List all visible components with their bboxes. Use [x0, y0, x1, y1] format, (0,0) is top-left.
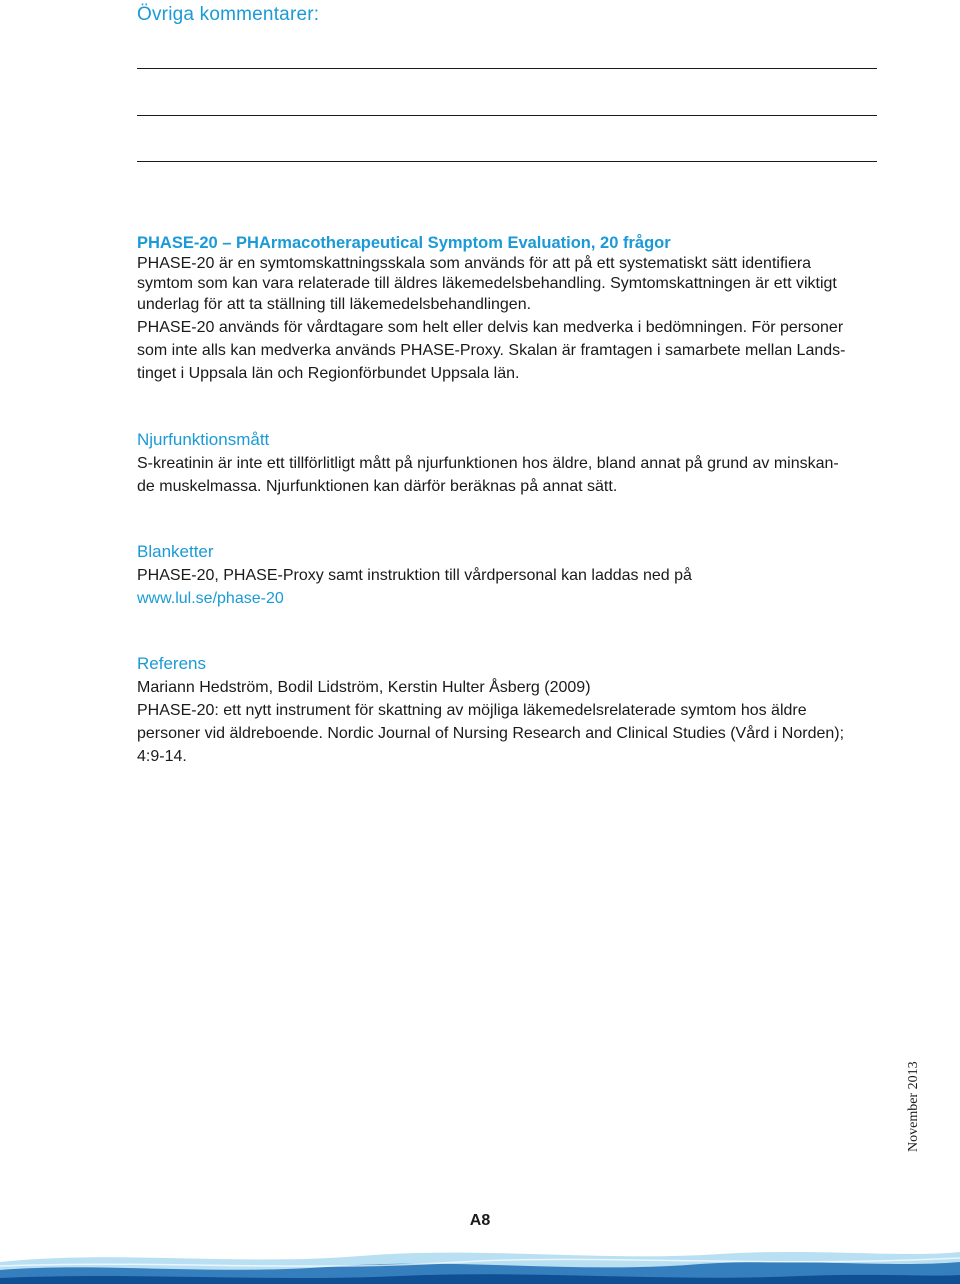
- phase-line-2: symtom som kan vara relaterade till äldres läkemedelsbehandling. Symtomskattningen är ett viktigt: [137, 274, 837, 292]
- referens-line-3: personer vid äldreboende. Nordic Journal of Nursing Research and Clinical Studies (Vård i Norden);: [137, 725, 845, 742]
- blanketter-section: [137, 540, 882, 610]
- comments-title: Övriga kommentarer:: [137, 4, 320, 25]
- decorative-wave: [0, 1232, 960, 1284]
- blanketter-heading: Blanketter: [137, 542, 214, 561]
- blanketter-line-1: PHASE-20, PHASE-Proxy samt instruktion till vårdpersonal kan laddas ned på: [137, 567, 692, 584]
- blanketter-link[interactable]: www.lul.se/phase-20: [137, 590, 284, 607]
- comment-line-3[interactable]: [137, 161, 877, 162]
- phase-line-6: tinget i Uppsala län och Regionförbundet Uppsala län.: [137, 365, 520, 382]
- phase-line-4: PHASE-20 används för vårdtagare som helt eller delvis kan medverka i bedömningen. För personer: [137, 319, 844, 336]
- njur-heading: Njurfunktionsmått: [137, 430, 270, 449]
- referens-section: [137, 652, 882, 768]
- njur-section: [137, 428, 882, 498]
- referens-line-2: PHASE-20: ett nytt instrument för skattning av möjliga läkemedelsrelaterade symtom hos äldre: [137, 702, 807, 719]
- side-date: November 2013: [906, 1061, 921, 1152]
- referens-heading: Referens: [137, 654, 206, 673]
- njur-line-1: S-kreatinin är inte ett tillförlitligt mått på njurfunktionen hos äldre, bland annat på grund av minskan-: [137, 455, 839, 472]
- comment-line-2[interactable]: [137, 115, 877, 116]
- phase-title: PHASE-20 – PHArmacotherapeutical Symptom Evaluation, 20 frågor: [137, 234, 671, 252]
- referens-line-4: 4:9-14.: [137, 748, 187, 765]
- phase-line-3: underlag för att ta ställning till läkemedelsbehandlingen.: [137, 296, 532, 313]
- phase-line-1: PHASE-20 är en symtomskattningsskala som används för att på ett systematiskt sätt identifiera: [137, 255, 812, 272]
- referens-line-1: Mariann Hedström, Bodil Lidström, Kerstin Hulter Åsberg (2009): [137, 679, 591, 696]
- phase-line-5: som inte alls kan medverka används PHASE-Proxy. Skalan är framtagen i samarbete mellan Lands-: [137, 342, 846, 359]
- njur-line-2: de muskelmassa. Njurfunktionen kan därför beräknas på annat sätt.: [137, 478, 618, 495]
- phase-section: [137, 232, 882, 385]
- comment-line-1[interactable]: [137, 68, 877, 69]
- page-number: A8: [469, 1212, 491, 1229]
